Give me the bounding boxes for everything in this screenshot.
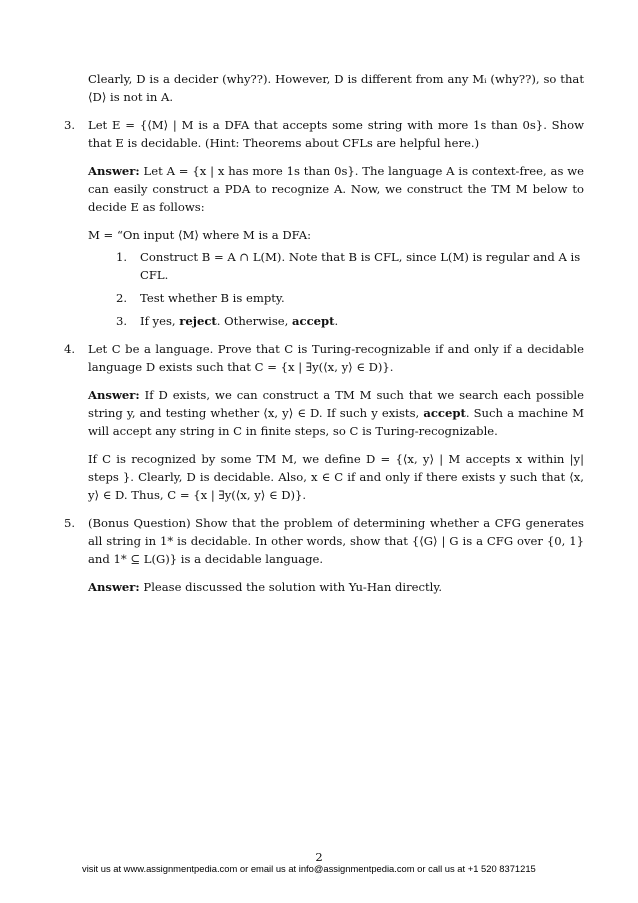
tm-step-number: 1. [116, 250, 128, 264]
tm-step-3-pre: If yes, [140, 314, 180, 328]
reject-keyword: reject [179, 314, 217, 328]
tm-step-3-mid: . Otherwise, [216, 314, 292, 328]
problem-5-answer-text: Please discussed the solution with Yu-Han directly. [143, 580, 443, 594]
tm-steps [88, 248, 584, 330]
problem-3 [64, 116, 584, 330]
problem-3-answer [88, 162, 584, 216]
problem-4-statement: Let C be a language. Prove that C is Turing-recognizable if and only if a decidable language D exists such that C = {x | ∃y(⟨x, y⟩ ∈ D)}. [88, 342, 584, 374]
tm-intro: M = “On input ⟨M⟩ where M is a DFA: [88, 228, 311, 242]
problem-list [64, 116, 584, 596]
problem-3-answer-text: Let A = {x | x has more 1s than 0s}. The language A is context-free, as we can easily construct a PDA to recognize A. Now, we construct the TM M below to decide E as follows: [88, 164, 585, 214]
accept-keyword: accept [292, 314, 335, 328]
tm-step [116, 289, 584, 307]
tm-step [116, 312, 584, 330]
problem-4 [64, 340, 584, 504]
answer-label: Answer: [88, 580, 140, 594]
tm-step [116, 248, 584, 284]
accept-keyword: accept [423, 406, 466, 420]
problem-5-number: 5. [64, 516, 76, 530]
tm-step-text: Test whether B is empty. [140, 291, 285, 305]
problem-4-number: 4. [64, 342, 76, 356]
problem-4-answer [88, 386, 584, 440]
problem-3-number: 3. [64, 118, 76, 132]
tm-step-number: 2. [116, 291, 128, 305]
problem-4-converse: If C is recognized by some TM M, we define D = {⟨x, y⟩ | M accepts x within |y| steps }. Clearly, D is decidable. Also, x ∈ C if and only if there exists y such that ⟨x, y⟩ ∈ D. Thus, C = {x | ∃y(⟨x, y⟩ ∈ D)}. [88, 452, 584, 502]
footer-contact: visit us at www.assignmentpedia.com or email us at info@assignmentpedia.com or call us at +1 520 8371215 [82, 863, 536, 874]
problem-5-answer [88, 578, 584, 596]
problem-4-answer-post: . Such a machine M will accept any string in C in finite steps, so C is Turing-recognizable. [88, 406, 584, 438]
page-number: 2 [315, 850, 323, 864]
tm-step-3-post: . [334, 314, 339, 328]
tm-step-text: Construct B = A ∩ L(M). Note that B is CFL, since L(M) is regular and A is CFL. [140, 250, 581, 282]
answer-label: Answer: [88, 388, 140, 402]
problem-3-statement: Let E = {⟨M⟩ | M is a DFA that accepts some string with more 1s than 0s}. Show that E is decidable. (Hint: Theorems about CFLs are helpful here.) [88, 118, 584, 150]
intro-paragraph: Clearly, D is a decider (why??). However, D is different from any Mᵢ (why??), so that ⟨D⟩ is not in A. [88, 72, 584, 104]
problem-4-answer-pre: If D exists, we can construct a TM M such that we search each possible string y, and testing whether ⟨x, y⟩ ∈ D. If such y exists, [88, 388, 584, 420]
problem-5 [64, 514, 584, 596]
page-content [64, 70, 584, 606]
tm-step-number: 3. [116, 314, 128, 328]
answer-label: Answer: [88, 164, 140, 178]
problem-5-statement: (Bonus Question) Show that the problem of determining whether a CFG generates all string in 1* is decidable. In other words, show that {⟨G⟩ | G is a CFG over {0, 1} and 1* ⊆ L(G)} is a decidable language. [88, 516, 584, 566]
